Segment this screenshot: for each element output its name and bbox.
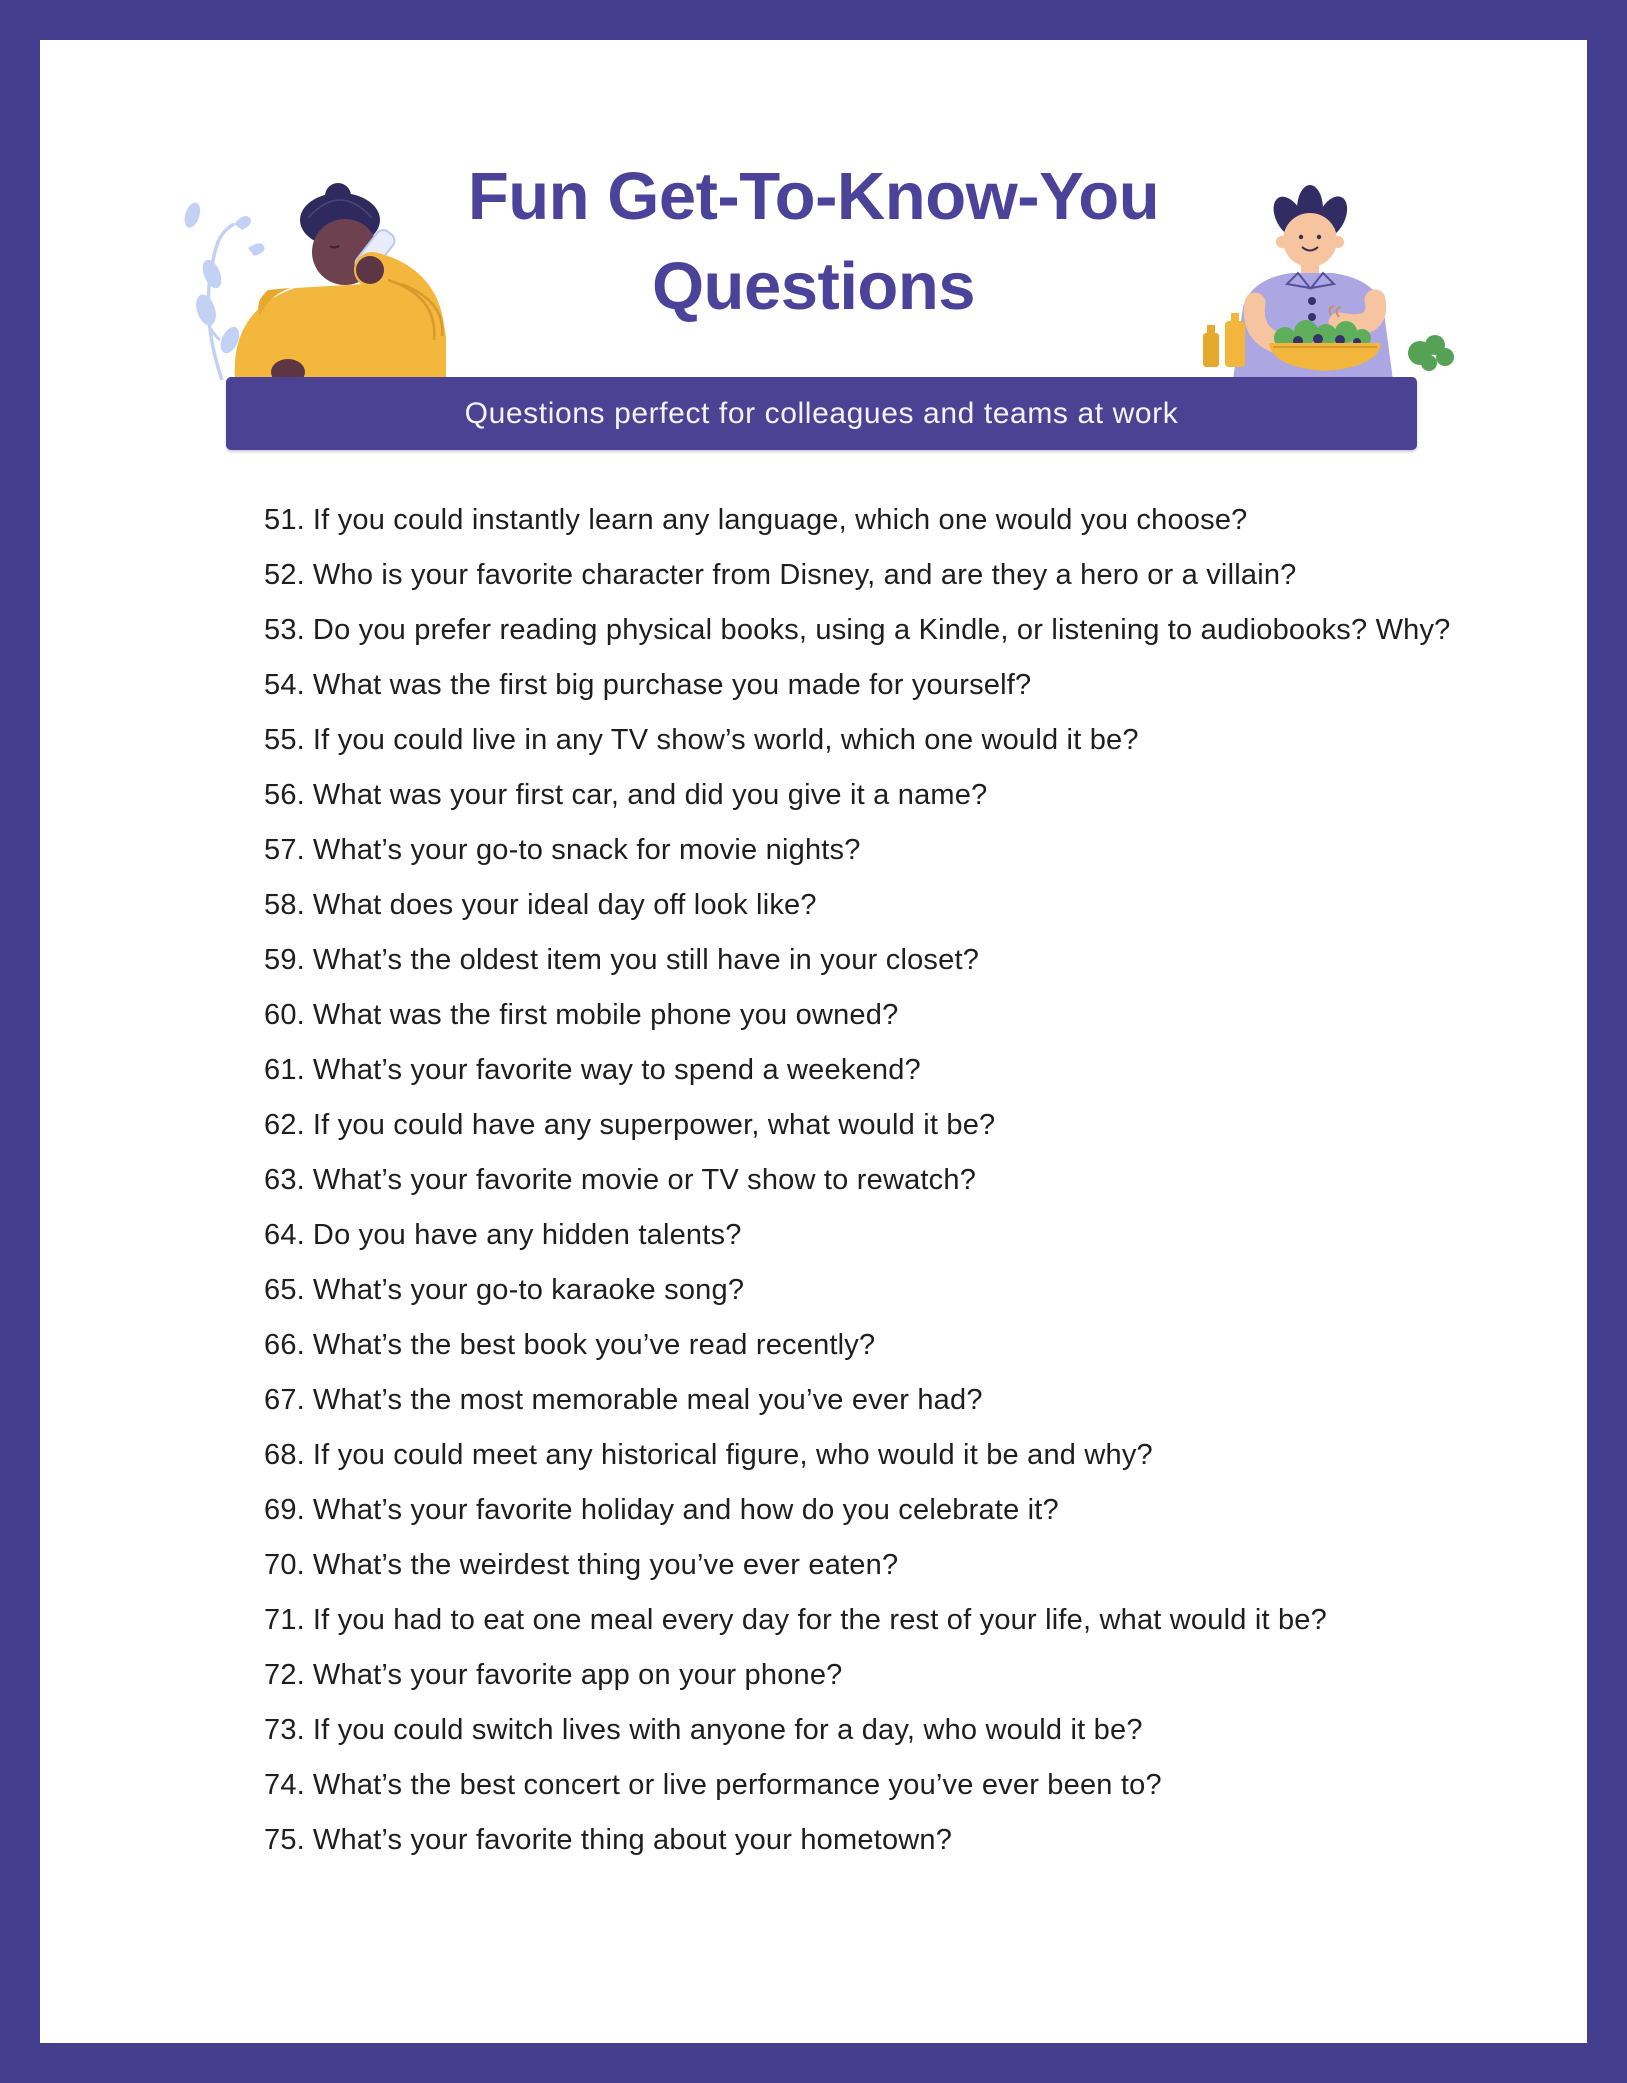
question-text: If you could live in any TV show’s world, which one would it be? [312,724,1139,756]
question-number: 72. [264,1659,305,1691]
title-line-2: Questions [651,249,976,324]
question-text: If you could instantly learn any language, which one would you choose? [312,504,1248,536]
question-text: What’s your favorite movie or TV show to rewatch? [312,1164,977,1196]
question-number: 54. [264,669,305,701]
question-number: 73. [264,1714,305,1746]
question-item [264,503,1451,537]
question-number: 55. [264,724,305,756]
question-text: What’s your go-to snack for movie nights? [312,834,861,866]
question-item [264,613,1451,647]
question-number: 75. [264,1824,305,1856]
question-item [264,1713,1451,1747]
question-item [264,1438,1451,1472]
question-number: 59. [264,944,305,976]
question-number: 67. [264,1384,305,1416]
question-item [264,998,1451,1032]
question-text: What was the first big purchase you made for yourself? [312,669,1032,701]
questions-list [264,503,1451,1878]
question-text: What’s the weirdest thing you’ve ever eaten? [312,1549,899,1581]
subtitle-banner [226,377,1417,450]
question-text: What’s the oldest item you still have in your closet? [312,944,980,976]
question-item [264,1108,1451,1142]
question-text: What’s the most memorable meal you’ve ever had? [312,1384,983,1416]
question-text: Do you prefer reading physical books, using a Kindle, or listening to audiobooks? Why? [312,614,1451,646]
question-number: 71. [264,1604,305,1636]
question-text: What does your ideal day off look like? [312,889,817,921]
question-text: If you could switch lives with anyone for a day, who would it be? [312,1714,1143,1746]
question-number: 57. [264,834,305,866]
question-text: What was your first car, and did you give it a name? [312,779,988,811]
question-item [264,1053,1451,1087]
question-text: Do you have any hidden talents? [312,1219,742,1251]
document-page [40,40,1587,2043]
question-number: 66. [264,1329,305,1361]
question-item [264,1603,1451,1637]
subtitle-text: Questions perfect for colleagues and teams at work [464,396,1179,430]
question-item [264,778,1451,812]
question-number: 69. [264,1494,305,1526]
question-item [264,1218,1451,1252]
question-item [264,833,1451,867]
question-text: If you had to eat one meal every day for the rest of your life, what would it be? [312,1604,1327,1636]
question-number: 61. [264,1054,305,1086]
question-item [264,668,1451,702]
broccoli [1408,335,1454,371]
question-text: What’s the best book you’ve read recently? [312,1329,876,1361]
question-item [264,943,1451,977]
question-number: 53. [264,614,305,646]
question-text: What’s your favorite way to spend a weekend? [312,1054,921,1086]
page-title [40,152,1587,332]
question-number: 74. [264,1769,305,1801]
question-item [264,558,1451,592]
question-text: What’s the best concert or live performance you’ve ever been to? [312,1769,1162,1801]
question-number: 62. [264,1109,305,1141]
question-item [264,888,1451,922]
title-line-1: Fun Get-To-Know-You [467,159,1160,234]
question-text: What’s your favorite thing about your hometown? [312,1824,953,1856]
question-text: Who is your favorite character from Disney, and are they a hero or a villain? [312,559,1297,591]
question-number: 58. [264,889,305,921]
question-number: 60. [264,999,305,1031]
question-text: What’s your favorite holiday and how do you celebrate it? [312,1494,1059,1526]
question-item [264,1273,1451,1307]
question-item [264,1328,1451,1362]
question-number: 51. [264,504,305,536]
question-number: 56. [264,779,305,811]
question-text: What was the first mobile phone you owned? [312,999,899,1031]
question-number: 68. [264,1439,305,1471]
question-number: 64. [264,1219,305,1251]
question-item [264,1383,1451,1417]
question-item [264,1163,1451,1197]
question-text: If you could meet any historical figure, who would it be and why? [312,1439,1153,1471]
question-number: 65. [264,1274,305,1306]
question-item [264,1823,1451,1857]
question-number: 52. [264,559,305,591]
question-text: What’s your go-to karaoke song? [312,1274,745,1306]
question-item [264,723,1451,757]
question-number: 63. [264,1164,305,1196]
question-text: What’s your favorite app on your phone? [312,1659,843,1691]
question-number: 70. [264,1549,305,1581]
question-item [264,1658,1451,1692]
question-item [264,1493,1451,1527]
question-item [264,1768,1451,1802]
question-item [264,1548,1451,1582]
question-text: If you could have any superpower, what would it be? [312,1109,996,1141]
